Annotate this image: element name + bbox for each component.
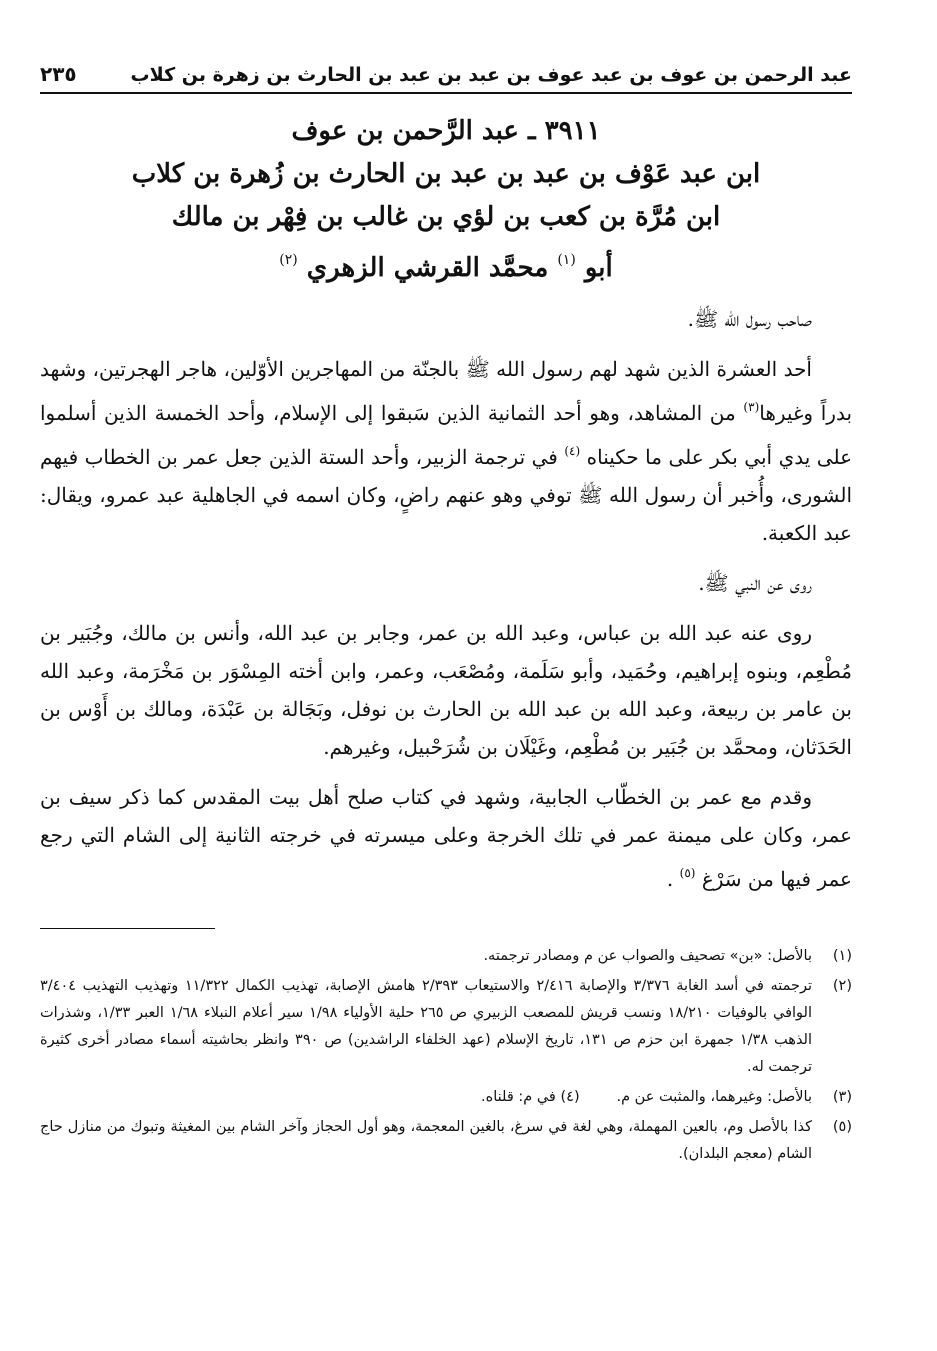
footnote-number: (٣) [832,1089,852,1105]
footnote-text: ترجمته في أسد الغابة ٣/٣٧٦ والإصابة ٢/٤١٦ والاستيعاب ٢/٣٩٣ هامش الإصابة، تهذيب الكمال ١١/٣٢٢ وتهذيب التهذيب ٣/٤٠٤ الوافي بالوفيات ١٨/٢١٠ ونسب قريش للمصعب الزبيري ص ٢٦٥ حلية الأولياء ١/٩٨ سير أعلام النبلاء ١/٦٨ العبر ١/٣٣، وشذرات الذهب ١/٣٨ جمهرة ابن حزم ص ١٣١، تاريخ الإسلام (عهد الخلفاء الراشدين) ص ٣٩٠ وانظر بحاشيته أسماء مصادر أخرى كثيرة ترجمت له. [40,978,813,1075]
page-header [40,62,852,94]
footnote-number: (٥) [832,1119,852,1135]
kunya-name: محمَّد القرشي الزهري [306,253,549,283]
paragraph-jabiya-end: . [666,867,674,891]
entry-title-block [40,110,852,290]
paragraph-jabiya [40,778,852,898]
footnote-text: بالأصل: وغيرهما، والمثبت عن م. (٤) في م: قلناه. [481,1089,812,1105]
paragraph-narrated-from: روى عن النبي ﷺ. [698,571,812,595]
footnote-text: كذا بالأصل وم، بالعين المهملة، وهي لغة في سرغ، بالغين المعجمة، وهو أول الحجاز وآخر الشام بين المغيثة وتبوك من منازل حاج الشام (معجم البلدان). [40,1119,812,1162]
paragraph-narrators: روى عنه عبد الله بن عباس، وعبد الله بن عمر، وجابر بن عبد الله، وأنس بن مالك، وجُبَير بن مُطْعِم، وبنوه إبراهيم، وحُمَيد، وأبو سَلَمة، ومُصْعَب، وعمر، وابن أخته المِسْوَر بن مَخْرَمة، وعبد الله بن عامر بن ربيعة، وعبد الله بن عبد الله بن الحارث بن نوفل، وبَجَالة بن عَبْدَة، ومالك بن أَوْس بن الحَدَثان، ومحمَّد بن جُبَير بن مُطْعِم، وغَيْلَان بن شُرَحْبيل، وغيرهم. [40,621,852,759]
paragraph-biography-part-3: في ترجمة الزبير، وأحد الستة الذين جعل عمر بن الخطاب فيهم الشورى، وأُخبر أن رسول الله ﷺ توفي وهو عنهم راضٍ، وكان اسمه في الجاهلية عبد عمرو، ويقال: عبد الكعبة. [40,445,852,545]
entry-title-line-2: ابن عبد عَوْف بن عبد بن عبد بن الحارث بن زُهرة بن كلاب [131,159,761,189]
paragraph-biography [40,350,852,552]
paragraph-companion: صاحب رسول الله ﷺ. [687,307,812,331]
footnote-number: (١) [832,948,852,964]
book-page [40,62,852,1171]
footnote-item [40,1114,852,1168]
entry-title-line-3: ابن مُرَّة بن كعب بن لؤي بن غالب بن فِهْر بن مالك [171,202,721,232]
footnote-ref-2[interactable]: (٢) [279,252,298,268]
kunya-prefix: أبو [584,253,613,283]
entry-title-line-4 [40,239,852,290]
footnote-ref-1[interactable]: (١) [557,252,576,268]
running-title: عبد الرحمن بن عوف بن عبد عوف بن عبد بن عبد بن الحارث بن زهرة بن كلاب [130,64,852,86]
footnote-item [40,1084,852,1111]
footnote-ref-4[interactable]: (٤) [564,444,581,458]
paragraph-biography-part-2: من المشاهد، وهو أحد الثمانية الذين سَبقوا إلى الإسلام، وأحد الخمسة الذين أسلموا على يدي أبي بكر على ما حكيناه [40,401,852,469]
paragraph-biography-part-1: أحد العشرة الذين شهد لهم رسول الله ﷺ بالجنّة من المهاجرين الأوّلين، هاجر الهجرتين، وشهد بدراً وغيرها [40,357,853,425]
paragraph-jabiya-text: وقدم مع عمر بن الخطّاب الجابية، وشهد في كتاب صلح أهل بيت المقدس كما ذكر سيف بن عمر، وكان على ميمنة عمر في تلك الخرجة وعلى ميسرته في خرجته الثانية إلى الشام التي رجع عمر فيها من سَرْغ [40,785,852,891]
entry-body [40,300,852,898]
footnote-item [40,973,852,1081]
footnote-ref-5[interactable]: (٥) [679,866,696,880]
footnote-text: بالأصل: «بن» تصحيف والصواب عن م ومصادر ترجمته. [483,948,812,964]
footnote-item [40,943,852,970]
entry-title-line-1: ٣٩١١ ـ عبد الرَّحمن بن عوف [291,116,601,146]
footnote-ref-3[interactable]: (٣) [743,400,760,414]
footnotes [40,943,852,1168]
footnote-divider [40,928,215,929]
page-number: ٢٣٥ [40,62,77,86]
footnote-number: (٢) [832,978,852,994]
